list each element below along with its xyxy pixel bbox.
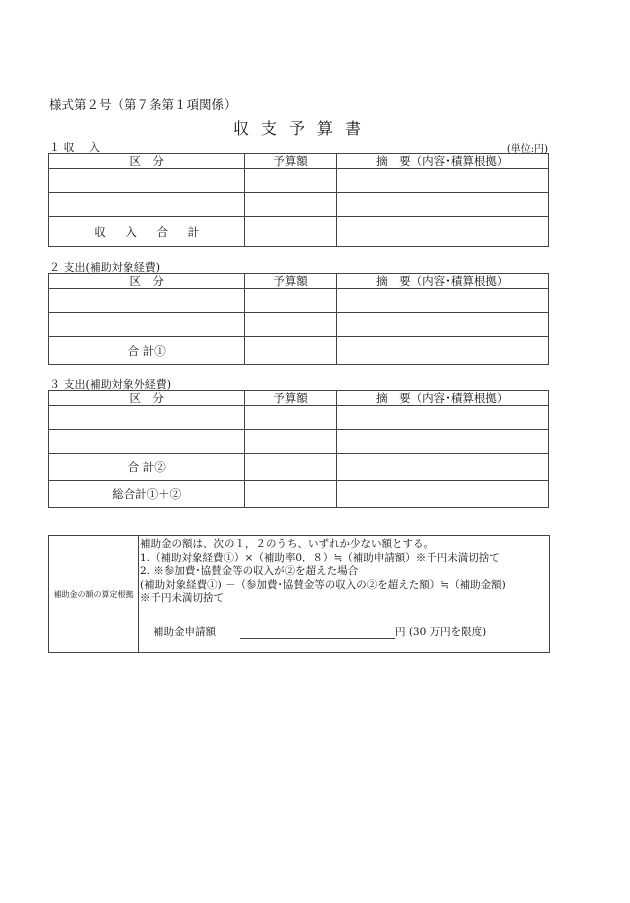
application-amount-row (153, 624, 486, 639)
calculation-text (140, 538, 506, 606)
calculation-line: ※千円未満切捨て (140, 592, 224, 604)
calculation-line: (補助対象経費①) －（参加費･協賛金等の収入の②を超えた額）≒（補助金額) (140, 578, 506, 591)
header-category: 区 分 (49, 274, 245, 289)
summary-cell[interactable] (336, 406, 548, 430)
table-header-row (49, 154, 549, 169)
summary-cell[interactable] (336, 193, 548, 217)
subtotal1-budget[interactable] (245, 337, 336, 365)
category-cell[interactable] (49, 313, 245, 337)
subtotal1-label: 合 計① (49, 337, 245, 365)
form-number-label: 様式第２号（第７条第１項関係） (49, 97, 237, 112)
subsidy-calculation-box (48, 535, 550, 653)
table-row (49, 169, 549, 193)
income-total-label: 収 入 合 計 (49, 217, 245, 247)
total-row (49, 337, 549, 365)
grand-total-row (49, 481, 549, 508)
application-amount-unit: 円 (30 万円を限度) (395, 626, 487, 638)
calculation-line: 1.（補助対象経費①）×（補助率0．８）≒（補助申請額）※千円未満切捨て (140, 551, 500, 564)
summary-cell[interactable] (336, 313, 548, 337)
income-total-budget[interactable] (245, 217, 336, 247)
table-row (49, 430, 549, 454)
summary-cell[interactable] (336, 289, 548, 313)
category-cell[interactable] (49, 289, 245, 313)
header-summary: 摘 要（内容･積算根拠） (336, 274, 548, 289)
total-row (49, 217, 549, 247)
application-amount-field[interactable] (240, 626, 395, 639)
application-amount-label: 補助金申請額 (153, 626, 216, 638)
header-category: 区 分 (49, 154, 245, 169)
header-budget: 予算額 (245, 274, 336, 289)
budget-cell[interactable] (245, 169, 336, 193)
budget-cell[interactable] (245, 430, 336, 454)
grand-total-summary[interactable] (336, 481, 548, 508)
budget-cell[interactable] (245, 313, 336, 337)
unit-label: (単位:円) (506, 144, 548, 155)
subtotal2-summary[interactable] (336, 454, 548, 481)
non-subsidy-expense-table (48, 390, 549, 508)
summary-cell[interactable] (336, 430, 548, 454)
subtotal1-summary[interactable] (336, 337, 548, 365)
calculation-basis-label: 補助金の額の算定根拠 (49, 536, 139, 652)
document-title: 収支予算書 (232, 119, 373, 138)
budget-cell[interactable] (245, 289, 336, 313)
category-cell[interactable] (49, 193, 245, 217)
calculation-line: 補助金の額は、次の１，２のうち、いずれか少ない額とする。 (140, 538, 434, 550)
header-budget: 予算額 (245, 154, 336, 169)
subtotal2-label: 合 計② (49, 454, 245, 481)
table-row (49, 313, 549, 337)
table-row (49, 193, 549, 217)
calculation-line: 2. ※参加費･協賛金等の収入が②を超えた場合 (140, 565, 359, 577)
total-row (49, 454, 549, 481)
table-header-row (49, 274, 549, 289)
section3-title: ３ 支出(補助対象外経費) (49, 378, 172, 391)
grand-total-label: 総合計①＋② (49, 481, 245, 508)
section1-title: １ 収 入 (49, 141, 100, 154)
header-budget: 予算額 (245, 391, 336, 406)
income-total-summary[interactable] (336, 217, 548, 247)
table-row (49, 406, 549, 430)
summary-cell[interactable] (336, 169, 548, 193)
table-header-row (49, 391, 549, 406)
header-category: 区 分 (49, 391, 245, 406)
income-table (48, 153, 549, 247)
category-cell[interactable] (49, 430, 245, 454)
table-row (49, 289, 549, 313)
section2-title: ２ 支出(補助対象経費) (49, 261, 161, 274)
category-cell[interactable] (49, 406, 245, 430)
grand-total-budget[interactable] (245, 481, 336, 508)
category-cell[interactable] (49, 169, 245, 193)
budget-cell[interactable] (245, 193, 336, 217)
subtotal2-budget[interactable] (245, 454, 336, 481)
subsidy-expense-table (48, 273, 549, 365)
header-summary: 摘 要（内容･積算根拠） (336, 154, 548, 169)
header-summary: 摘 要（内容･積算根拠） (336, 391, 548, 406)
budget-cell[interactable] (245, 406, 336, 430)
